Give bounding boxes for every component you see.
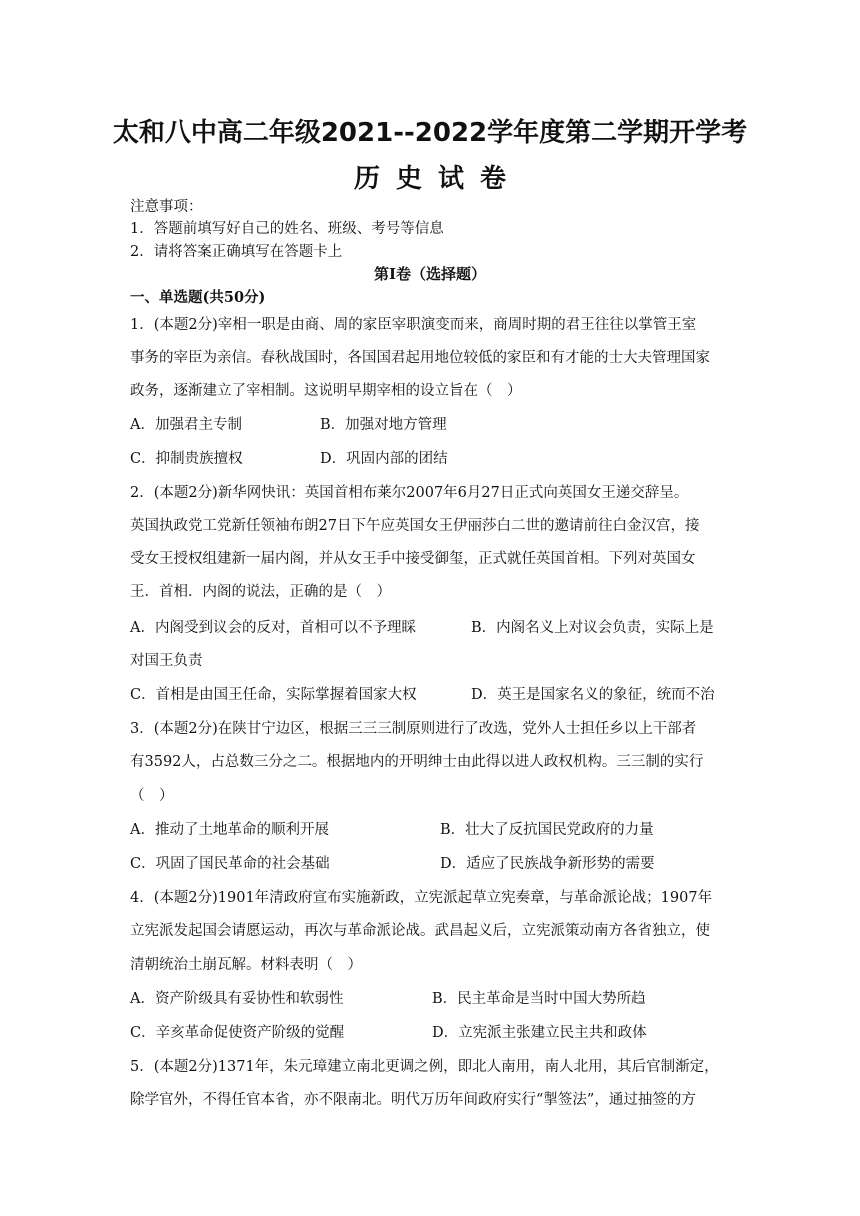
notice-item: 2．请将答案正确填写在答题卡上 — [130, 244, 343, 260]
question-5-line: 除学官外，不得任官本省，亦不限南北。明代万历年间政府实行“掣签法”，通过抽签的方 — [130, 1092, 696, 1108]
question-2-line: 英国执政党工党新任领袖布朗27日下午应英国女王伊丽莎白二世的邀请前往白金汉宫，接 — [130, 518, 700, 534]
question-1-option-d: D．巩固内部的团结 — [320, 451, 448, 467]
exam-subtitle: 历史试卷 — [353, 164, 522, 194]
exam-title: 太和八中高二年级2021--2022学年度第二学期开学考 — [112, 118, 748, 148]
question-3-line: 3．(本题2分)在陕甘宁边区，根据三三三制原则进行了改选，党外人士担任乡以上干部者 — [130, 721, 697, 737]
question-2-option-a: A．内阁受到议会的反对，首相可以不予理睬 — [130, 620, 416, 636]
question-4-option-a: A．资产阶级具有妥协性和软弱性 — [130, 991, 344, 1007]
question-3-option-c: C．巩固了国民革命的社会基础 — [130, 856, 330, 872]
question-4-line: 清朝统治土崩瓦解。材料表明（ ） — [130, 957, 362, 973]
question-4-option-b: B．民主革命是当时中国大势所趋 — [432, 991, 646, 1007]
question-2-option-c: C．首相是由国王任命，实际掌握着国家大权 — [130, 687, 417, 703]
notice-heading: 注意事项： — [130, 199, 203, 215]
question-4-option-d: D．立宪派主张建立民主共和政体 — [432, 1025, 647, 1041]
question-3-option-a: A．推动了土地革命的顺利开展 — [130, 822, 329, 838]
question-2-option-b-cont: 对国王负责 — [130, 653, 203, 669]
question-1-line: 事务的宰臣为亲信。春秋战国时，各国国君起用地位较低的家臣和有才能的士大夫管理国家 — [130, 350, 710, 366]
question-1-line: 政务，逐渐建立了宰相制。这说明早期宰相的设立旨在（ ） — [130, 383, 522, 399]
question-3-line: （ ） — [130, 788, 174, 804]
question-2-line: 王．首相．内阁的说法，正确的是（ ） — [130, 584, 391, 600]
question-5-line: 5．(本题2分)1371年，朱元璋建立南北更调之例，即北人南用，南人北用，其后官制渐定， — [130, 1059, 719, 1075]
question-4-line: 4．(本题2分)1901年清政府宣布实施新政，立宪派起草立宪奏章，与革命派论战；1907年 — [130, 890, 713, 906]
question-3-option-b: B．壮大了反抗国民党政府的力量 — [440, 822, 654, 838]
question-1-option-a: A．加强君主专制 — [130, 417, 242, 433]
question-3-option-d: D．适应了民族战争新形势的需要 — [440, 856, 655, 872]
question-1-option-b: B．加强对地方管理 — [320, 417, 447, 433]
question-4-option-c: C．辛亥革命促使资产阶级的觉醒 — [130, 1025, 345, 1041]
question-2-option-b: B．内阁名义上对议会负责，实际上是 — [471, 620, 714, 636]
section-title: 一、单选题(共50分) — [130, 289, 266, 306]
question-2-line: 2．(本题2分)新华网快讯：英国首相布莱尔2007年6月27日正式向英国女王递交辞呈。 — [130, 485, 689, 501]
notice-item: 1．答题前填写好自己的姓名、班级、考号等信息 — [130, 221, 444, 237]
question-1-line: 1．(本题2分)宰相一职是由商、周的家臣宰职演变而来，商周时期的君王往往以掌管王室 — [130, 317, 697, 333]
question-3-line: 有3592人，占总数三分之二。根据地内的开明绅士由此得以进人政权机构。三三制的实行 — [130, 754, 704, 770]
part-title: 第Ⅰ卷（选择题） — [373, 265, 487, 283]
question-2-option-d: D．英王是国家名义的象征，统而不治 — [471, 687, 715, 703]
question-1-option-c: C．抑制贵族擅权 — [130, 451, 243, 467]
question-2-line: 受女王授权组建新一届内阁，并从女王手中接受御玺，正式就任英国首相。下列对英国女 — [130, 551, 696, 567]
question-4-line: 立宪派发起国会请愿运动，再次与革命派论战。武昌起义后，立宪派策动南方各省独立，使 — [130, 923, 710, 939]
